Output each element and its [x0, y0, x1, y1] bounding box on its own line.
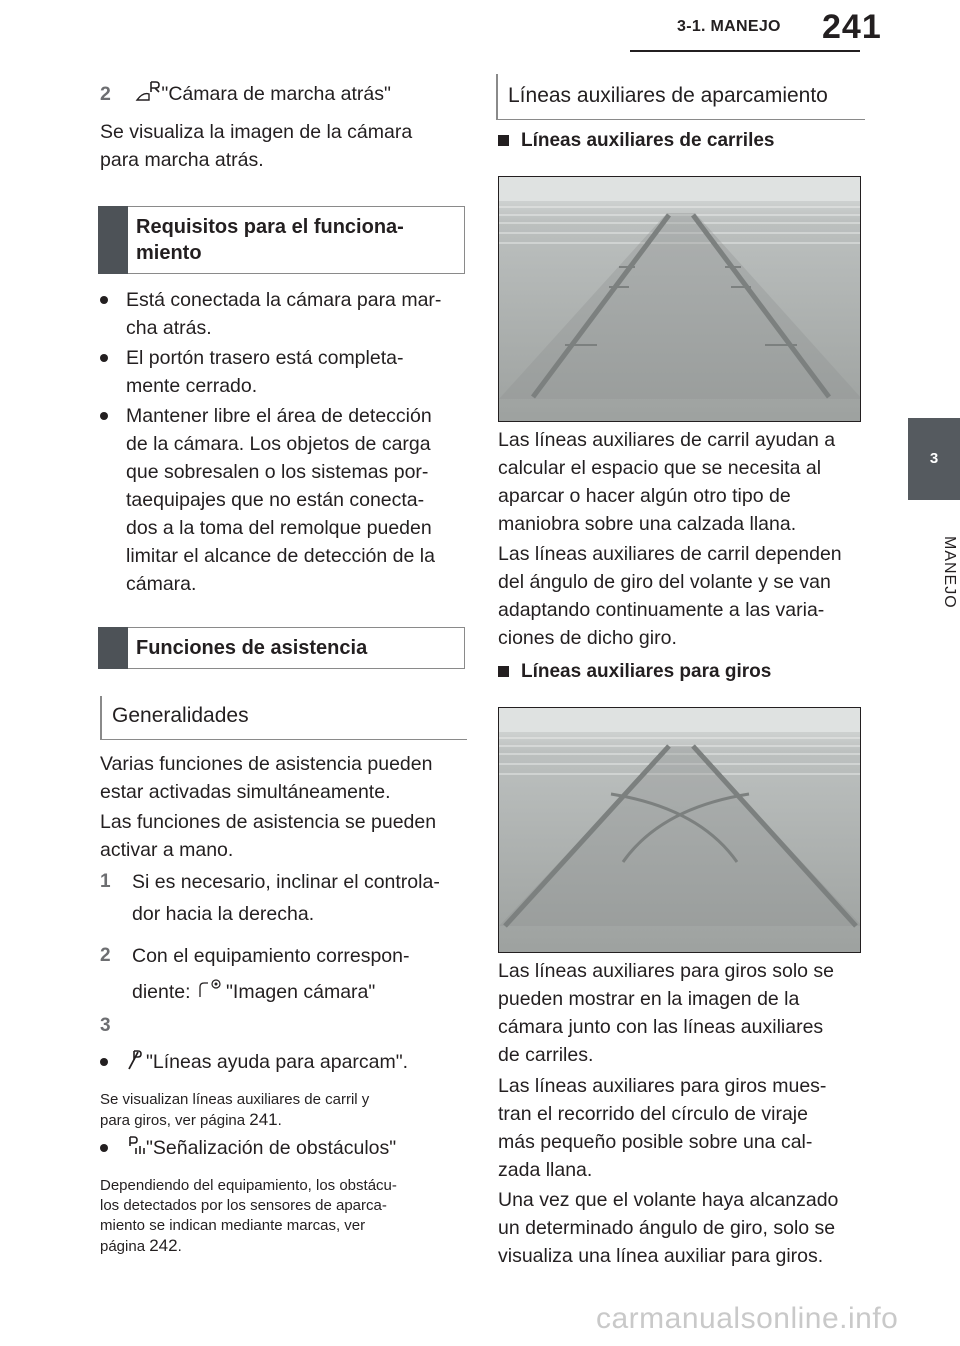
- section-title: 3-1. MANEJO: [677, 18, 781, 35]
- lane-lines-subheading: [498, 130, 775, 152]
- text-line: miento se indican mediante marcas, ver: [100, 1217, 366, 1234]
- text-line: del ángulo de giro del volante y se van: [498, 571, 831, 593]
- item-label: "Cámara de marcha atrás": [161, 83, 391, 106]
- text-fragment: página: [100, 1238, 150, 1255]
- bullet-dot: [100, 1058, 108, 1066]
- turn-lines-paragraph-1: [498, 957, 868, 1069]
- lane-lines-paragraph-1: [498, 426, 868, 538]
- text-line: para marcha atrás.: [100, 149, 264, 171]
- text-line: de carriles.: [498, 1044, 594, 1066]
- turn-lines-illustration: [498, 707, 861, 953]
- paragraph-camera-image: [100, 118, 470, 174]
- text-fragment: .: [177, 1238, 182, 1255]
- text-line: pueden mostrar en la imagen de la: [498, 988, 800, 1010]
- heading-text: Líneas auxiliares de aparcamiento: [508, 84, 828, 107]
- text-line: Mantener libre el área de detección: [126, 405, 432, 427]
- option-parking-lines-note: [100, 1090, 470, 1131]
- obstacle-marking-icon: [126, 1134, 146, 1164]
- option-label: "Señalización de obstáculos": [146, 1137, 397, 1160]
- text-line: que sobresalen o los sistemas por-: [126, 461, 429, 483]
- text-line: dor hacia la derecha.: [132, 903, 315, 925]
- heading-rule: [498, 119, 865, 120]
- paragraph-manual-activation: [100, 808, 470, 864]
- text-line: Si es necesario, inclinar el controla-: [132, 871, 440, 893]
- text-line: activar a mano.: [100, 839, 234, 861]
- heading-text: Funciones de asistencia: [136, 637, 368, 659]
- text-line: taequipajes que no están conecta-: [126, 489, 425, 511]
- step-2: [100, 938, 470, 1011]
- bullet-dot: [100, 1144, 108, 1152]
- text-line: tran el recorrido del círculo de viraje: [498, 1103, 808, 1125]
- bullet-dot: [100, 296, 108, 304]
- turn-lines-subheading: [498, 661, 771, 683]
- text-line: Se visualiza la imagen de la cámara: [100, 121, 413, 143]
- text-line: Las líneas auxiliares de carril ayudan a: [498, 429, 836, 451]
- heading-rule: [102, 739, 467, 740]
- text-fragment: .: [277, 1112, 282, 1129]
- turn-lines-paragraph-2: [498, 1072, 868, 1184]
- lane-lines-paragraph-2: [498, 540, 868, 652]
- text-line: Las funciones de asistencia se pueden: [100, 811, 437, 833]
- requirement-bullet: [100, 286, 470, 342]
- item-rear-camera: [100, 80, 470, 110]
- option-obstacle-marking[interactable]: [100, 1134, 470, 1164]
- parking-lines-heading: [496, 74, 863, 120]
- square-marker-icon: [498, 135, 509, 146]
- chapter-label: MANEJO: [941, 535, 958, 609]
- requirement-bullet: [100, 402, 470, 598]
- page-reference[interactable]: 242: [149, 1236, 178, 1255]
- text-fragment: diente:: [132, 981, 191, 1003]
- text-line: Las líneas auxiliares de carril dependen: [498, 543, 842, 565]
- text-line: Con el equipamiento correspon-: [132, 945, 410, 967]
- text-line: zada llana.: [498, 1159, 593, 1181]
- heading-bar: [98, 627, 128, 669]
- text-line: Dependiendo del equipamiento, los obstácu-: [100, 1177, 397, 1194]
- text-line: Varias funciones de asistencia pueden: [100, 753, 433, 775]
- heading-bar: [98, 206, 128, 274]
- text-line: Está conectada la cámara para mar-: [126, 289, 442, 311]
- watermark: carmanualsonline.info: [596, 1302, 899, 1335]
- text-line: cámara.: [126, 573, 197, 595]
- text-line: los detectados por los sensores de aparca-: [100, 1197, 387, 1214]
- text-line: aparcar o hacer algún otro tipo de: [498, 485, 791, 507]
- bullet-dot: [100, 354, 108, 362]
- text-line: de la cámara. Los objetos de carga: [126, 433, 431, 455]
- page-reference[interactable]: 241: [249, 1110, 278, 1129]
- item-number: 2: [100, 83, 111, 106]
- heading-line: miento: [136, 242, 202, 264]
- text-line: calcular el espacio que se necesita al: [498, 457, 822, 479]
- text-line: adaptando continuamente a las varia-: [498, 599, 825, 621]
- paragraph-multiple-functions: [100, 750, 470, 806]
- text-line: cha atrás.: [126, 317, 212, 339]
- text-line: limitar el alcance de detección de la: [126, 545, 435, 567]
- subheading-text: Líneas auxiliares de carriles: [521, 130, 775, 151]
- requirements-heading: [98, 206, 465, 274]
- text-line: ciones de dicho giro.: [498, 627, 677, 649]
- header-rule: [630, 50, 860, 52]
- square-marker-icon: [498, 666, 509, 677]
- subheading-text: Líneas auxiliares para giros: [521, 661, 772, 682]
- camera-settings-icon: [196, 975, 226, 1011]
- text-line: Las líneas auxiliares para giros mues-: [498, 1075, 827, 1097]
- requirement-bullet: [100, 344, 470, 400]
- text-line: más pequeño posible sobre una cal-: [498, 1131, 813, 1153]
- text-line: visualiza una línea auxiliar para giros.: [498, 1245, 824, 1267]
- page-number: 241: [822, 8, 882, 46]
- step-number: 2: [100, 945, 111, 966]
- step-number: 3: [100, 1015, 111, 1036]
- text-line: un determinado ángulo de giro, solo se: [498, 1217, 836, 1239]
- option-obstacle-note: [100, 1176, 470, 1257]
- assist-functions-heading: [98, 627, 465, 669]
- text-line: El portón trasero está completa-: [126, 347, 404, 369]
- bullet-dot: [100, 412, 108, 420]
- heading-line: Requisitos para el funciona-: [136, 216, 404, 238]
- step-number: 1: [100, 871, 111, 892]
- text-line: Se visualizan líneas auxiliares de carril y: [100, 1091, 370, 1108]
- parking-lines-icon: [126, 1048, 146, 1078]
- step-1: [100, 866, 470, 930]
- text-line: maniobra sobre una calzada llana.: [498, 513, 797, 535]
- chapter-tab[interactable]: 3: [908, 418, 960, 500]
- general-heading: [100, 696, 465, 740]
- text-line: Una vez que el volante haya alcanzado: [498, 1189, 839, 1211]
- rear-camera-icon: [135, 80, 161, 110]
- text-fragment: "Imagen cámara": [225, 981, 376, 1003]
- text-line: mente cerrado.: [126, 375, 258, 397]
- text-fragment: para giros, ver página: [100, 1112, 250, 1129]
- turn-lines-paragraph-3: [498, 1186, 868, 1270]
- option-label: "Líneas ayuda para aparcam".: [146, 1051, 409, 1074]
- option-parking-lines[interactable]: [100, 1048, 470, 1078]
- lane-lines-illustration: [498, 176, 861, 422]
- text-line: cámara junto con las líneas auxiliares: [498, 1016, 824, 1038]
- text-line: Las líneas auxiliares para giros solo se: [498, 960, 835, 982]
- heading-text: Generalidades: [112, 704, 249, 727]
- text-line: dos a la toma del remolque pueden: [126, 517, 432, 539]
- text-line: estar activadas simultáneamente.: [100, 781, 391, 803]
